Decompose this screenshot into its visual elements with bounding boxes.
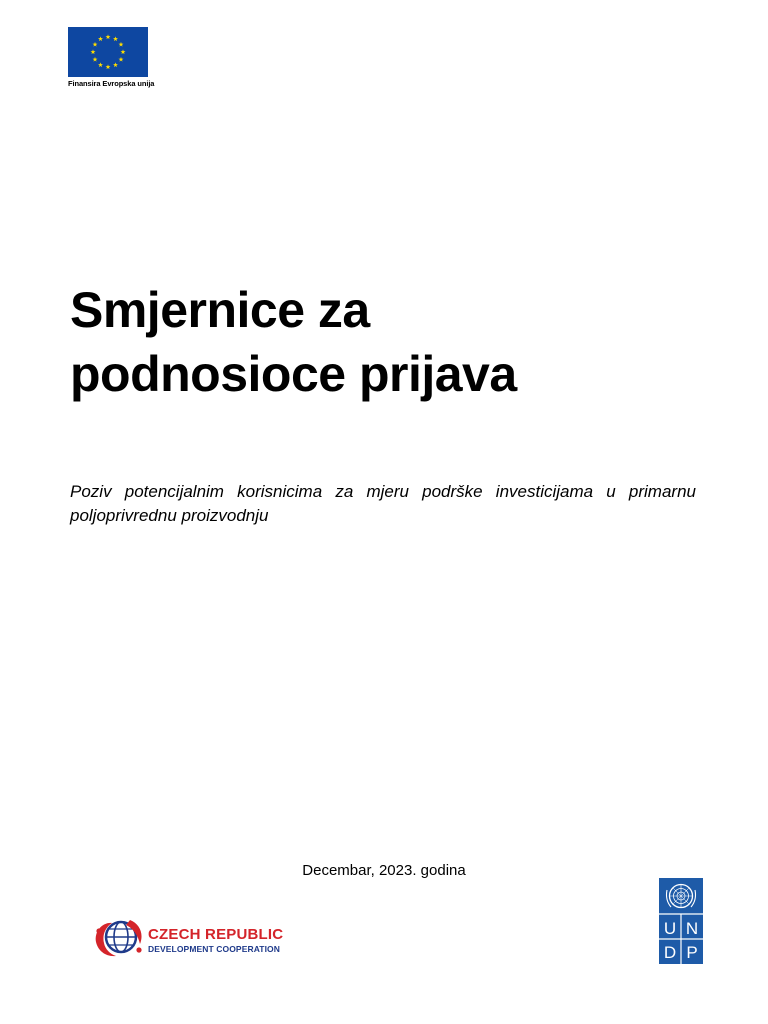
czech-globe-emblem-icon — [90, 912, 146, 964]
czech-logo-subtitle: DEVELOPMENT COOPERATION — [148, 944, 281, 954]
czech-development-logo — [90, 912, 282, 964]
eu-logo — [68, 27, 155, 88]
czech-logo-name: CZECH REPUBLIC — [148, 926, 284, 943]
document-subtitle: Poziv potencijalnim korisnicima za mjeru podrške investicijama u primarnu poljoprivrednu proizvodnju — [70, 482, 696, 525]
undp-logo — [659, 878, 703, 964]
undp-letter-u: U — [663, 919, 677, 938]
document-title — [70, 278, 517, 406]
title-line-2: podnosioce prijava — [70, 346, 517, 402]
document-date: Decembar, 2023. godina — [302, 862, 466, 879]
undp-letter-d: D — [663, 943, 677, 962]
undp-letter-p: P — [686, 943, 698, 962]
eu-caption: Finansira Evropska unija — [68, 79, 155, 88]
title-line-1: Smjernice za — [70, 282, 370, 338]
eu-flag-icon — [68, 27, 148, 77]
undp-letter-n: N — [685, 919, 699, 938]
